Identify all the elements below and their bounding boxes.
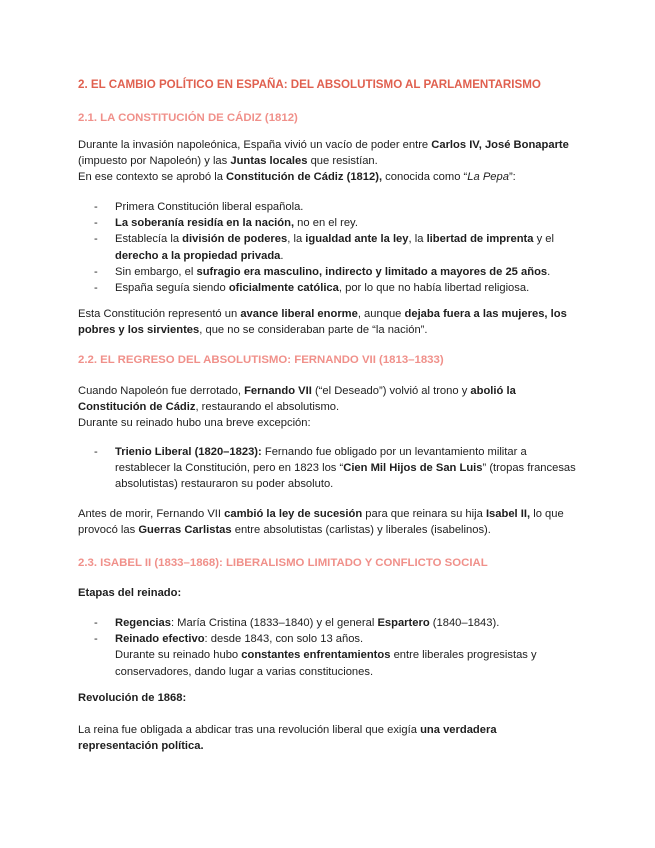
list-item: - Reinado efectivo: desde 1843, con solo 13 años. Durante su reinado hubo constantes enfrentamientos entre liberales progresistas y conservadores, dando lugar a varias constituciones. [94, 633, 537, 678]
heading-fernando: 2.2. EL REGRESO DEL ABSOLUTISMO: FERNANDO VII (1813–1833) [78, 354, 444, 366]
list-cadiz [78, 199, 578, 296]
heading-isabel: 2.3. ISABEL II (1833–1868): LIBERALISMO LIMITADO Y CONFLICTO SOCIAL [78, 557, 488, 569]
paragraph-cadiz-summary: Esta Constitución representó un avance liberal enorme, aunque dejaba fuera a las mujeres, los pobres y los sirvientes, que no se consideraban parte de “la nación”. [78, 308, 567, 337]
list-item: - Regencias: María Cristina (1833–1840) y el general Espartero (1840–1843). [94, 617, 500, 629]
paragraph-fernando-intro: Cuando Napoleón fue derrotado, Fernando VII (“el Deseado”) volvió al trono y abolió la Constitución de Cádiz, restaurando el absolutismo. Durante su reinado hubo una breve excepción: [78, 385, 516, 430]
heading-cadiz: 2.1. LA CONSTITUCIÓN DE CÁDIZ (1812) [78, 112, 298, 124]
list-item: - Primera Constitución liberal española. [94, 201, 304, 213]
paragraph-revolution: La reina fue obligada a abdicar tras una revolución liberal que exigía una verdadera representación política. [78, 724, 497, 753]
list-isabel [78, 615, 578, 680]
list-item: - Sin embargo, el sufragio era masculino, indirecto y limitado a mayores de 25 años. [94, 265, 551, 278]
list-item: - Trienio Liberal (1820–1823): Fernando fue obligado por un levantamiento militar a restablecer la Constitución, pero en 1823 los “Cien Mil Hijos de San Luis” (tropas francesas absolutistas) restauraron su poder absoluto. [94, 446, 576, 491]
section-title: 2. EL CAMBIO POLÍTICO EN ESPAÑA: DEL ABSOLUTISMO AL PARLAMENTARISMO [78, 78, 541, 91]
bullet-continuation: Durante su reinado hubo constantes enfrentamientos entre liberales progresistas y conservadores, dando lugar a varias constituciones. [115, 649, 537, 678]
list-item: - España seguía siendo oficialmente católica, por lo que no había libertad religiosa. [94, 282, 530, 295]
list-fernando [78, 444, 578, 493]
list-item: - Establecía la división de poderes, la igualdad ante la ley, la libertad de imprenta y el derecho a la propiedad privada. [94, 233, 555, 262]
label-revolution: Revolución de 1868: [78, 692, 187, 704]
list-item: - La soberanía residía en la nación, no en el rey. [94, 217, 358, 230]
paragraph-cadiz-intro: Durante la invasión napoleónica, España vivió un vacío de poder entre Carlos IV, José Bonaparte (impuesto por Napoleón) y las Juntas locales que resistían. En ese contexto se aprobó la Constitución de Cádiz (1812), conocida como “La Pepa”: [78, 139, 569, 184]
label-stages: Etapas del reinado: [78, 587, 182, 599]
paragraph-succession: Antes de morir, Fernando VII cambió la ley de sucesión para que reinara su hija Isabel II, lo que provocó las Guerras Carlistas entre absolutistas (carlistas) y liberales (isabelinos). [78, 508, 564, 537]
